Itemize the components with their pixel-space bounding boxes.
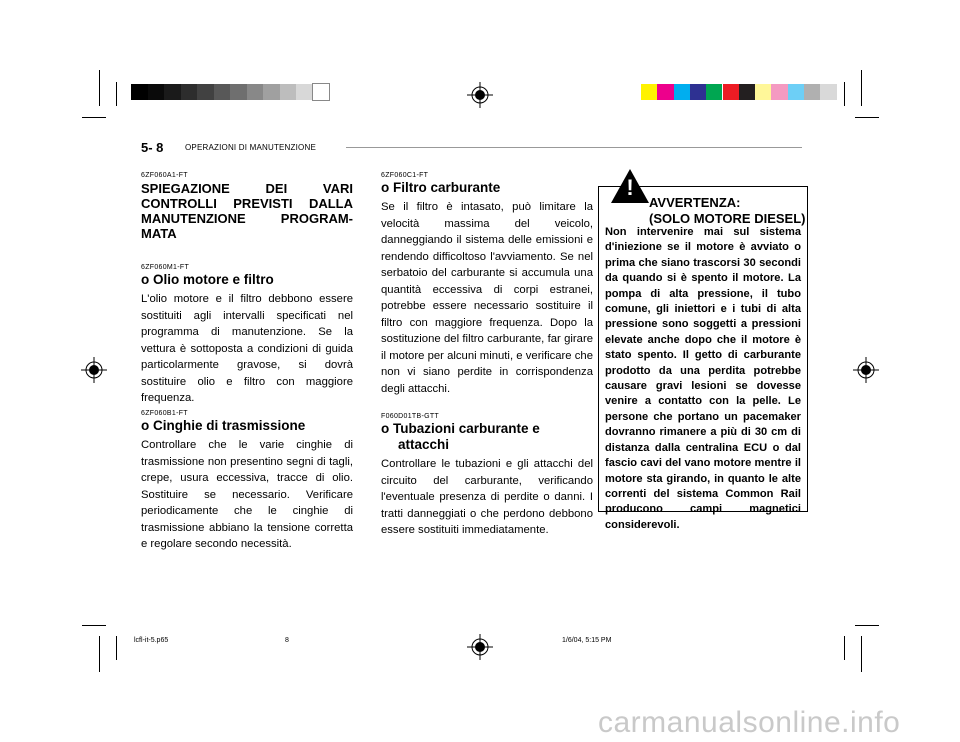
warning-subtitle: (SOLO MOTORE DIESEL) xyxy=(649,211,806,226)
header-rule xyxy=(346,147,802,148)
section-body: L'olio motore e il filtro debbono essere sostituiti agli intervalli specificati nel programma di manutenzione. Se la vettura è sottoposta a condizioni di guida particolarmente gravose, si dovrà sostituire olio e filtro con maggiore frequenza. xyxy=(141,293,353,404)
section-body: Se il filtro è intasato, può limitare la velocità massima del veicolo, danneggiando il sistema delle emissioni e rendendo difficoltoso l'avviamento. Se nel serbatoio del carburante si accumula una quantità eccessiva di corpi estranei, potrebbe essere necessario sostituire il filtro con maggiore frequenza. Dopo la sostituzione del filtro carburante, far girare il motore per alcuni minuti, e verificare che non vi siano perdite in corrispondenza degli attacchi. xyxy=(381,201,593,395)
registration-mark-bottom xyxy=(467,634,493,660)
warning-title: AVVERTENZA: xyxy=(649,195,741,210)
section-tubazioni xyxy=(381,413,593,539)
swatch xyxy=(214,84,231,100)
registration-mark-left xyxy=(81,357,107,383)
swatch xyxy=(690,84,706,100)
swatch xyxy=(131,84,148,100)
swatch xyxy=(804,84,820,100)
section-code: 6ZF060C1-FT xyxy=(381,172,429,179)
warning-box xyxy=(598,175,808,531)
warning-exclamation: ! xyxy=(626,175,634,200)
swatch xyxy=(739,84,755,100)
section-cinghie xyxy=(141,410,353,553)
swatch xyxy=(164,84,181,100)
registration-mark-top xyxy=(467,82,493,108)
section-heading: o Olio motore e filtro xyxy=(141,272,274,287)
section-code: F060D01TB-GTT xyxy=(381,413,439,420)
swatch xyxy=(181,84,198,100)
section-heading: o Cinghie di trasmissione xyxy=(141,418,306,433)
swatch xyxy=(674,84,690,100)
swatch xyxy=(755,84,771,100)
swatch xyxy=(657,84,673,100)
section-code: 6ZF060M1-FT xyxy=(141,264,190,271)
swatch xyxy=(280,84,297,100)
footer-page: 8 xyxy=(285,637,289,644)
heading-line-2: attacchi xyxy=(398,437,450,452)
section-filtro-carburante xyxy=(381,172,593,397)
swatch xyxy=(197,84,214,100)
swatch xyxy=(641,84,657,100)
swatch xyxy=(296,84,313,100)
section-body: Controllare che le varie cinghie di trasmissione non presentino segni di tagli, crepe, usura eccessiva, tracce di olio. Sostituire se necessario. Verificare periodicamente che le cinghie di trasmissione abbiano la tensione corretta e regolare secondo necessità. xyxy=(141,439,353,550)
swatch xyxy=(788,84,804,100)
swatch xyxy=(771,84,787,100)
section-heading: o Filtro carburante xyxy=(381,180,501,195)
footer-file: lcfl-it-5.p65 xyxy=(134,637,169,644)
swatch xyxy=(230,84,247,100)
column-1 xyxy=(141,172,353,241)
swatch xyxy=(706,84,722,100)
swatch xyxy=(148,84,165,100)
section-olio-motore xyxy=(141,264,353,407)
watermark: carmanualsonline.info xyxy=(598,706,901,739)
section-heading: SPIEGAZIONE DEI VARI CONTROLLI PREVISTI DALLA MANUTENZIONE PROGRAM-MATA xyxy=(141,181,353,241)
page-number: 5- 8 xyxy=(141,140,164,155)
swatch xyxy=(247,84,264,100)
warning-body: Non intervenire mai sul sistema d'iniezione se il motore è avviato o prima che siano trascorsi 30 secondi da quando si è spento il motore. La pompa di alta pressione, il tubo comune, gli iniettori e i tubi di alta pressione sono soggetti a pressioni elevate anche dopo che il motore è stato spento. Il getto di carburante prodotto da una perdita potrebbe causare gravi lesioni se dovesse venire a contatto con la pelle. Le persone che portano un pacemaker dovranno rimanere a più di 30 cm di distanza dalla centralina ECU o dal fascio cavi del vano motore mentre il motore sta girando, in quanto le alte correnti del sistema Common Rail producono campi magnetici considerevoli. xyxy=(605,226,801,531)
swatch xyxy=(820,84,836,100)
section-code: 6ZF060A1-FT xyxy=(141,172,188,179)
registration-mark-right xyxy=(853,357,879,383)
swatch xyxy=(263,84,280,100)
swatch xyxy=(313,84,330,100)
swatch xyxy=(723,84,739,100)
section-code: 6ZF060B1-FT xyxy=(141,410,188,417)
section-body: Controllare le tubazioni e gli attacchi del circuito del carburante, verificando l'eventuale presenza di perdite o danni. I tratti danneggiati o che perdono debbono essere sostituiti immediatamente. xyxy=(381,458,593,536)
footer-date: 1/6/04, 5:15 PM xyxy=(562,637,612,644)
section-heading xyxy=(381,421,593,453)
section-title: OPERAZIONI DI MANUTENZIONE xyxy=(185,143,316,152)
heading-line-1: o Tubazioni carburante e xyxy=(381,421,540,436)
